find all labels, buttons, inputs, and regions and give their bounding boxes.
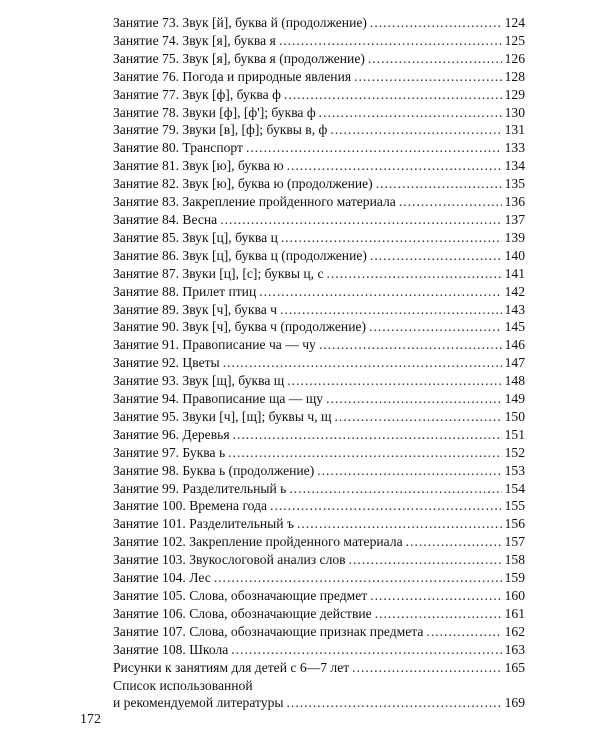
toc-entry-title: Занятие 106. Слова, обозначающие действие	[113, 605, 372, 621]
leader-dots	[369, 318, 502, 336]
leader-dots	[287, 372, 501, 390]
toc-entry-page: 130	[504, 104, 525, 120]
leader-dots	[319, 336, 502, 354]
toc-entry-title: Занятие 82. Звук [ю], буква ю (продолжение)	[113, 176, 373, 192]
toc-entry-title: Занятие 81. Звук [ю], буква ю	[113, 158, 284, 174]
leader-dots	[281, 229, 502, 247]
leader-dots	[370, 587, 501, 605]
leader-dots	[246, 139, 502, 157]
toc-entry	[113, 68, 525, 86]
toc-entry-page: 155	[504, 498, 525, 514]
toc-entry-title: Занятие 83. Закрепление пройденного материала	[113, 194, 396, 210]
toc-entry	[113, 318, 525, 336]
toc-entry-title: Занятие 104. Лес	[113, 570, 211, 586]
toc-entry-page: 143	[504, 301, 525, 317]
toc-entry-title: Занятие 107. Слова, обозначающие признак предмета	[113, 623, 424, 639]
toc-entry-title: Занятие 94. Правописание ща — щу	[113, 391, 324, 407]
toc-entry-page: 129	[504, 86, 525, 102]
leader-dots	[223, 354, 502, 372]
leader-dots	[297, 515, 502, 533]
toc-entry	[113, 605, 525, 623]
leader-dots	[259, 283, 501, 301]
leader-dots	[287, 157, 502, 175]
toc-entry-title: Занятие 79. Звуки [в], [ф]; буквы в, ф	[113, 122, 328, 138]
toc-entry	[113, 336, 525, 354]
leader-dots	[231, 641, 501, 659]
toc-entry-title: Рисунки к занятиям для детей с 6—7 лет	[113, 659, 350, 675]
toc-entry-title: Занятие 103. Звукослоговой анализ слов	[113, 552, 346, 568]
leader-dots	[287, 694, 502, 712]
toc-entry-page: 133	[504, 140, 525, 156]
leader-dots	[228, 444, 501, 462]
toc-entry-page: 163	[504, 641, 525, 657]
leader-dots	[289, 480, 501, 498]
toc-entry-page: 156	[504, 516, 525, 532]
toc-entry-title: Занятие 74. Звук [я], буква я	[113, 32, 276, 48]
leader-dots	[352, 659, 501, 677]
toc-entry-title: Занятие 75. Звук [я], буква я (продолжение)	[113, 50, 365, 66]
toc-entry-page: 160	[504, 588, 525, 603]
toc-entry-title: Занятие 90. Звук [ч], буква ч (продолжение)	[113, 319, 367, 335]
toc-entry-page: 131	[504, 122, 525, 138]
toc-entry-page: 151	[504, 426, 525, 442]
toc-entry	[113, 659, 525, 677]
toc-entry-page: 135	[504, 176, 525, 192]
toc-entry-page: 157	[504, 534, 525, 550]
toc-entry-page: 159	[504, 570, 525, 586]
toc-entry	[113, 444, 525, 462]
leader-dots	[349, 551, 502, 569]
toc-entry-title: Занятие 91. Правописание ча — чу	[113, 337, 316, 353]
toc-entry	[113, 390, 525, 408]
leader-dots	[233, 426, 502, 444]
toc-entry-page: 153	[504, 462, 525, 478]
toc-entry	[113, 623, 525, 641]
leader-dots	[370, 247, 502, 265]
toc-entry-title: Занятие 77. Звук [ф], буква ф	[113, 86, 281, 102]
toc-entry	[113, 587, 525, 605]
toc-entry-page: 154	[504, 480, 525, 496]
toc-entry	[113, 50, 525, 68]
toc-entry-page: 142	[504, 283, 525, 299]
toc-entry-page: 158	[504, 552, 525, 568]
toc-entry-title: Занятие 98. Буква ь (продолжение)	[113, 462, 315, 478]
toc-entry	[113, 247, 525, 265]
leader-dots	[220, 211, 501, 229]
toc-entry-title: Занятие 101. Разделительный ъ	[113, 516, 294, 532]
leader-dots	[334, 408, 501, 426]
toc-entry-page: 161	[504, 605, 525, 621]
leader-dots	[326, 390, 502, 408]
toc-entry	[113, 211, 525, 229]
toc-entry	[113, 408, 525, 426]
toc-entry-page: 145	[504, 319, 525, 335]
leader-dots	[279, 32, 502, 50]
toc-entry	[113, 32, 525, 50]
toc-entry-page: 149	[504, 391, 525, 407]
leader-dots	[354, 68, 502, 86]
toc-entry-page: 169	[504, 695, 525, 711]
toc-entry	[113, 641, 525, 659]
toc-entry-title: Занятие 97. Буква ь	[113, 444, 226, 460]
toc-entry	[113, 426, 525, 444]
toc-entry	[113, 515, 525, 533]
toc-entry-page: 162	[504, 623, 525, 639]
leader-dots	[284, 86, 502, 104]
toc-entry-page: 140	[504, 247, 525, 263]
leader-dots	[375, 605, 502, 623]
toc-entry-title: Занятие 73. Звук [й], буква й (продолжение)	[113, 15, 367, 30]
toc-entry-page: 126	[504, 50, 525, 66]
leader-dots	[317, 462, 501, 480]
toc-entry-page: 136	[504, 194, 525, 210]
toc-entry	[113, 229, 525, 247]
toc-entry-title: Занятие 78. Звуки [ф], [ф']; буква ф	[113, 104, 316, 120]
toc-entry	[113, 533, 525, 551]
toc-entry-title: Занятие 76. Погода и природные явления	[113, 68, 352, 84]
leader-dots	[330, 121, 501, 139]
toc-entry	[113, 139, 525, 157]
leader-dots	[270, 497, 502, 515]
toc-entry-title: Занятие 84. Весна	[113, 211, 218, 227]
toc-entry-title: Занятие 92. Цветы	[113, 355, 220, 371]
toc-entry-title: Занятие 93. Звук [щ], буква щ	[113, 373, 285, 389]
toc-entry-page: 141	[504, 265, 525, 281]
page-number: 172	[80, 712, 101, 727]
leader-dots	[214, 569, 502, 587]
toc-entry-title: Занятие 88. Прилет птиц	[113, 283, 257, 299]
toc-entry	[113, 569, 525, 587]
toc-entry	[113, 354, 525, 372]
leader-dots	[280, 301, 502, 319]
toc-entry-page: 125	[504, 32, 525, 48]
toc-entry	[113, 157, 525, 175]
toc-entry	[113, 104, 525, 122]
toc-entry-page: 165	[504, 659, 525, 675]
toc-entry	[113, 551, 525, 569]
toc-entry	[113, 265, 525, 283]
toc-entry	[113, 175, 525, 193]
leader-dots	[370, 14, 502, 32]
toc-entry-page: 150	[504, 408, 525, 424]
toc-entry-title: Занятие 95. Звуки [ч], [щ]; буквы ч, щ	[113, 408, 332, 424]
toc-entry-title: Занятие 102. Закрепление пройденного материала	[113, 534, 403, 550]
toc-entry-title: Занятие 100. Времена года	[113, 498, 268, 514]
leader-dots	[406, 533, 502, 551]
toc-entry-page: 152	[504, 444, 525, 460]
toc-entry-title-line1: Список использованной	[113, 677, 253, 693]
leader-dots	[399, 193, 502, 211]
toc-entry	[113, 86, 525, 104]
leader-dots	[426, 623, 501, 641]
toc-entry-page: 137	[504, 211, 525, 227]
toc-entry-page: 147	[504, 355, 525, 371]
toc-entry-page: 148	[504, 373, 525, 389]
toc-entry	[113, 193, 525, 211]
toc-entry-title: Занятие 80. Транспорт	[113, 140, 243, 156]
toc-entry-title: Занятие 108. Школа	[113, 641, 229, 657]
toc-entry-title: Занятие 96. Деревья	[113, 426, 230, 442]
toc-entry	[113, 694, 525, 712]
leader-dots	[319, 104, 502, 122]
toc-entry-page: 134	[504, 158, 525, 174]
toc-entry-page: 128	[504, 68, 525, 84]
toc-entry-title: Занятие 87. Звуки [ц], [с]; буквы ц, с	[113, 265, 324, 281]
toc-entry	[113, 462, 525, 480]
toc-entry	[113, 497, 525, 515]
leader-dots	[368, 50, 502, 68]
leader-dots	[376, 175, 502, 193]
toc-entry-title: Занятие 85. Звук [ц], буква ц	[113, 229, 278, 245]
toc-entry-page: 139	[504, 229, 525, 245]
toc-entry-title: Занятие 105. Слова, обозначающие предмет	[113, 588, 368, 603]
toc-entry-title: Занятие 89. Звук [ч], буква ч	[113, 301, 277, 317]
toc-entry	[113, 301, 525, 319]
toc-entry-title: Занятие 86. Звук [ц], буква ц (продолжение)	[113, 247, 367, 263]
toc-entry	[113, 480, 525, 498]
toc-entry-page: 124	[504, 15, 525, 30]
toc-entry	[113, 372, 525, 390]
toc-entry-title-line2: и рекомендуемой литературы	[113, 695, 284, 711]
toc-entry-page: 146	[504, 337, 525, 353]
toc-entry	[113, 121, 525, 139]
toc-entry	[113, 283, 525, 301]
toc-entry-title: Занятие 99. Разделительный ь	[113, 480, 287, 496]
table-of-contents	[113, 14, 525, 712]
leader-dots	[327, 265, 502, 283]
toc-entry	[113, 14, 525, 32]
